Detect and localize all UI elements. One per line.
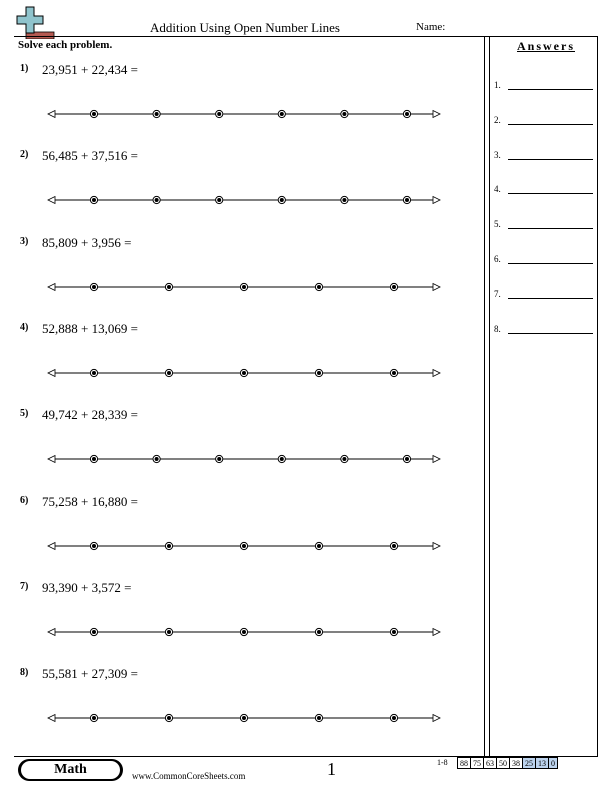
number-line-point: [240, 714, 247, 721]
number-line-point: [165, 369, 172, 376]
problem-number: 3): [20, 235, 29, 247]
open-number-line: [48, 366, 442, 380]
number-line-point: [315, 542, 322, 549]
left-arrow-icon: [48, 542, 55, 549]
number-line-point: [165, 714, 172, 721]
score-key-cell: 88: [458, 758, 471, 769]
number-line-point: [341, 197, 348, 204]
problem-expression: 55,581 + 27,309 =: [42, 666, 138, 682]
answer-number: 7.: [494, 288, 501, 299]
open-number-line: [48, 193, 442, 207]
number-line-point: [153, 197, 160, 204]
number-line-point: [216, 197, 223, 204]
number-line-point: [165, 542, 172, 549]
number-line-point: [90, 542, 97, 549]
problem-expression: 93,390 + 3,572 =: [42, 579, 132, 595]
right-arrow-icon: [433, 111, 440, 118]
number-line-point: [315, 714, 322, 721]
answer-blank[interactable]: [508, 193, 593, 194]
answer-number: 6.: [494, 254, 501, 264]
open-number-line: [48, 711, 442, 725]
open-number-line: [48, 539, 442, 553]
left-arrow-icon: [48, 715, 55, 722]
answer-blank[interactable]: [508, 298, 593, 299]
number-line-point: [90, 283, 97, 290]
number-line-point: [278, 456, 285, 463]
problem-number: 4): [20, 321, 29, 333]
left-arrow-icon: [48, 197, 55, 204]
right-arrow-icon: [433, 542, 440, 549]
number-line-point: [90, 628, 97, 635]
answer-blank[interactable]: [508, 228, 593, 229]
number-line-point: [390, 714, 397, 721]
problem-number: 5): [20, 408, 29, 420]
math-badge-label: Math: [21, 761, 120, 779]
answer-blank[interactable]: [508, 333, 593, 334]
answer-number: 8.: [494, 323, 501, 334]
right-arrow-icon: [433, 715, 440, 722]
number-line-point: [403, 110, 410, 117]
answer-number: 1.: [494, 80, 501, 90]
left-arrow-icon: [48, 111, 55, 118]
number-line-point: [315, 369, 322, 376]
problem-expression: 52,888 + 13,069 =: [42, 320, 138, 336]
number-line-point: [341, 456, 348, 463]
problem-number: 6): [20, 494, 29, 506]
number-line-point: [278, 110, 285, 117]
score-key-table: [457, 757, 558, 769]
open-number-line: [48, 107, 442, 121]
score-key-cell: 13: [536, 758, 549, 769]
number-line-point: [240, 542, 247, 549]
number-line-point: [90, 110, 97, 117]
column-divider: [484, 36, 490, 756]
left-arrow-icon: [48, 456, 55, 463]
number-line-point: [315, 283, 322, 290]
answer-blank[interactable]: [508, 159, 593, 160]
score-key-cell: 38: [510, 758, 523, 769]
number-line-point: [153, 110, 160, 117]
score-key-cell: 63: [484, 758, 497, 769]
score-key-cell: 25: [523, 758, 536, 769]
number-line-point: [403, 197, 410, 204]
answer-number: 4.: [494, 184, 501, 195]
number-line-point: [240, 628, 247, 635]
number-line-point: [315, 628, 322, 635]
top-divider: [14, 36, 598, 37]
number-line-point: [90, 369, 97, 376]
right-arrow-icon: [433, 197, 440, 204]
score-key-cell: 75: [471, 758, 484, 769]
problem-expression: 85,809 + 3,956 =: [42, 234, 132, 250]
number-line-point: [165, 283, 172, 290]
answer-blank[interactable]: [508, 89, 593, 90]
score-key-cell: 0: [549, 758, 558, 769]
problem-expression: 75,258 + 16,880 =: [42, 493, 138, 509]
number-line-point: [165, 628, 172, 635]
right-border: [597, 36, 598, 756]
left-arrow-icon: [48, 369, 55, 376]
number-line-point: [278, 197, 285, 204]
problem-number: 2): [20, 149, 29, 161]
left-arrow-icon: [48, 283, 55, 290]
number-line-point: [216, 456, 223, 463]
number-line-point: [90, 714, 97, 721]
number-line-point: [390, 369, 397, 376]
open-number-line: [48, 625, 442, 639]
instructions: Solve each problem.: [18, 39, 113, 51]
number-line-point: [216, 110, 223, 117]
open-number-line: [48, 280, 442, 294]
right-arrow-icon: [433, 456, 440, 463]
problem-expression: 23,951 + 22,434 =: [42, 62, 138, 77]
number-line-point: [153, 456, 160, 463]
answer-number: 2.: [494, 114, 501, 125]
right-arrow-icon: [433, 628, 440, 635]
answer-blank[interactable]: [508, 124, 593, 125]
right-arrow-icon: [433, 283, 440, 290]
number-line-point: [90, 456, 97, 463]
answer-number: 3.: [494, 149, 501, 160]
page-number: 1: [327, 759, 336, 779]
right-arrow-icon: [433, 369, 440, 376]
answers-heading: Answers: [517, 39, 575, 53]
problem-number: 7): [20, 580, 29, 592]
number-line-point: [390, 542, 397, 549]
number-line-point: [90, 197, 97, 204]
problem-number: 1): [20, 63, 29, 74]
open-number-line: [48, 452, 442, 466]
number-line-point: [341, 110, 348, 117]
answer-number: 5.: [494, 219, 501, 230]
score-key-label: 1-8: [437, 758, 448, 767]
answer-blank[interactable]: [508, 263, 593, 264]
score-key-cell: 50: [497, 758, 510, 769]
problem-expression: 56,485 + 37,516 =: [42, 148, 138, 164]
site-url: www.CommonCoreSheets.com: [132, 771, 246, 781]
number-line-point: [390, 283, 397, 290]
number-line-point: [240, 369, 247, 376]
problem-number: 8): [20, 667, 29, 679]
number-line-point: [240, 283, 247, 290]
left-arrow-icon: [48, 628, 55, 635]
name-label: Name:: [416, 21, 446, 33]
number-line-point: [403, 456, 410, 463]
number-line-point: [390, 628, 397, 635]
page-title: Addition Using Open Number Lines: [150, 20, 340, 35]
problem-expression: 49,742 + 28,339 =: [42, 407, 138, 423]
